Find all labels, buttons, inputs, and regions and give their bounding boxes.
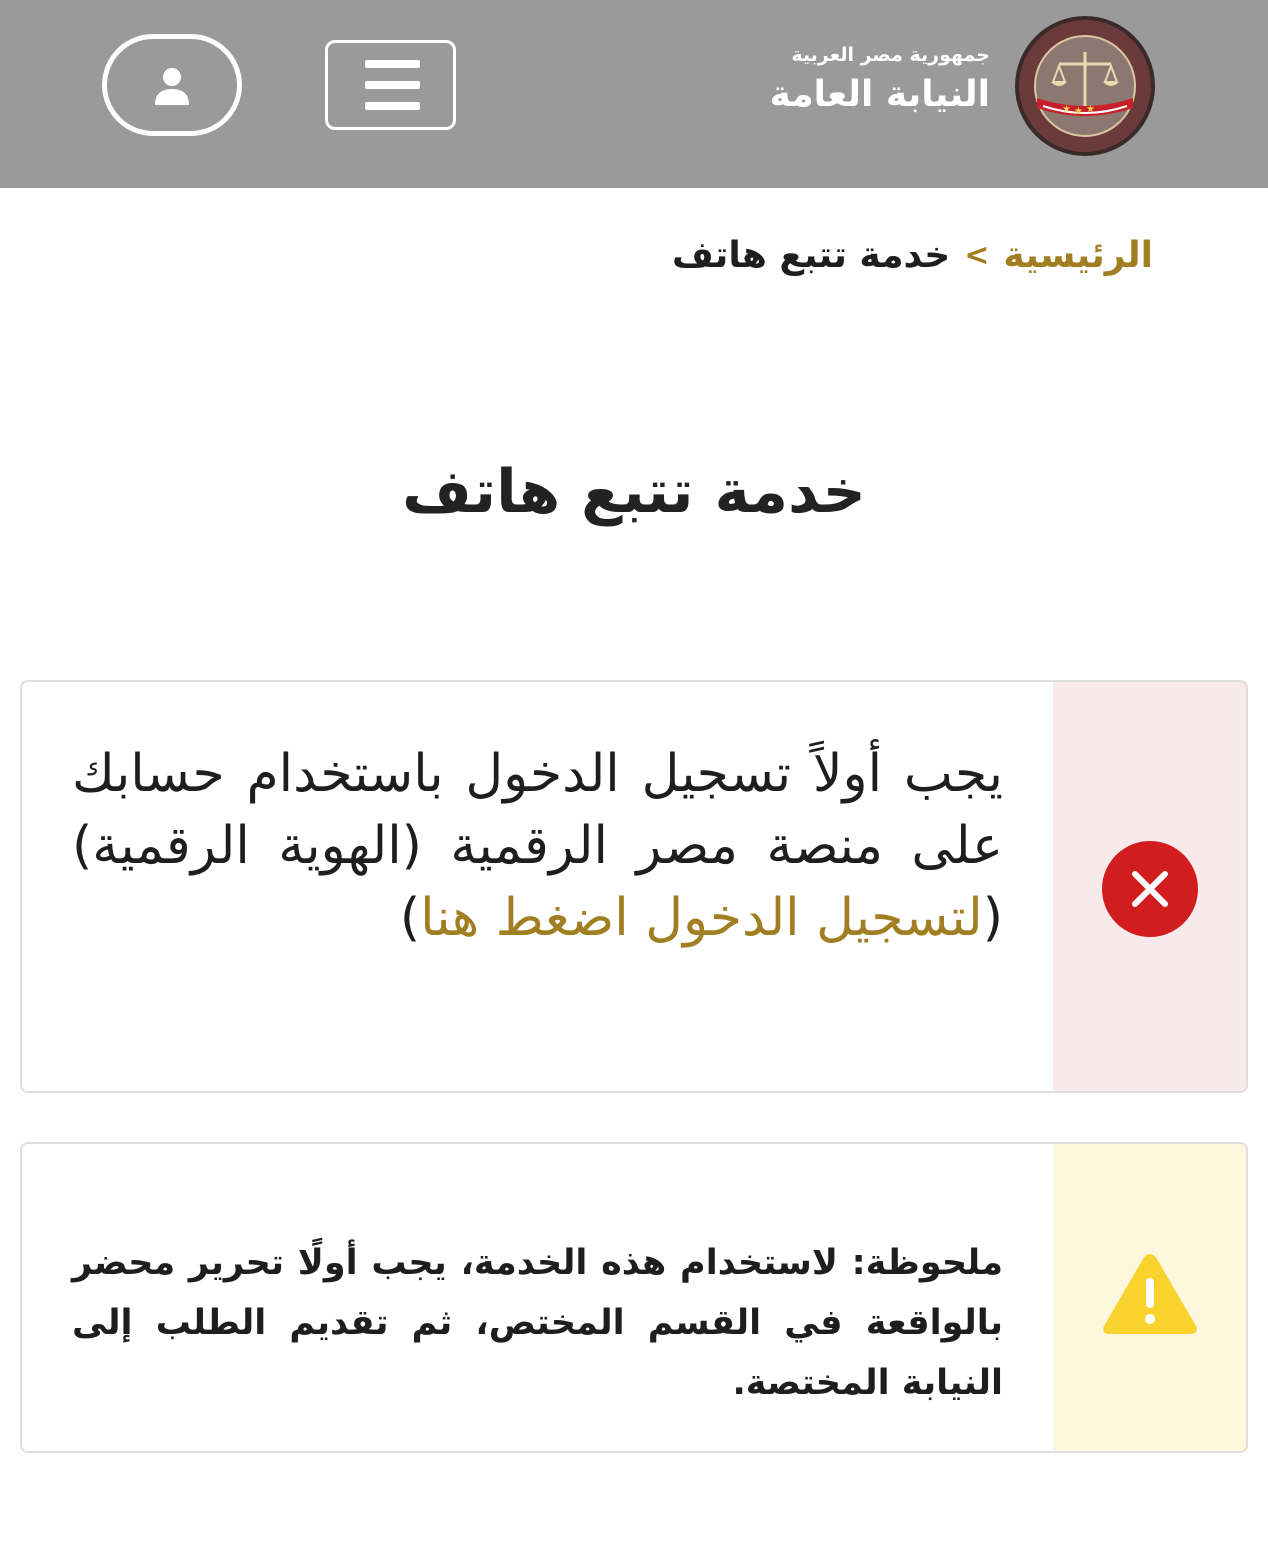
menu-button[interactable]: [325, 40, 456, 130]
error-x-icon: [1102, 841, 1198, 937]
alert-text-closing: ): [399, 888, 421, 948]
hamburger-icon: [365, 102, 420, 110]
service-note-text: ملحوظة: لاستخدام هذه الخدمة، يجب أولًا تحرير محضر بالواقعة في القسم المختص، ثم تقديم الطلب إلى النيابة المختصة.: [72, 1243, 1003, 1403]
breadcrumb-current: خدمة تتبع هاتف: [671, 235, 951, 276]
warning-triangle-icon: [1100, 1248, 1200, 1340]
login-required-message: [72, 738, 1003, 954]
user-icon: [145, 67, 199, 107]
login-required-alert: [20, 680, 1248, 1093]
hamburger-icon: [365, 60, 420, 68]
svg-text:★: ★: [1086, 104, 1095, 115]
svg-text:★: ★: [1074, 106, 1083, 117]
alert-icon-panel: [1053, 1144, 1246, 1451]
page-title: خدمة تتبع هاتف: [402, 457, 866, 527]
alert-icon-panel: [1053, 682, 1246, 1091]
top-header: [0, 0, 1268, 188]
service-note-alert: [20, 1142, 1248, 1453]
breadcrumb: [672, 228, 1153, 284]
svg-text:★: ★: [1062, 104, 1071, 115]
login-link[interactable]: لتسجيل الدخول اضغط هنا: [420, 888, 983, 948]
public-prosecution-seal-icon[interactable]: [1013, 14, 1157, 158]
user-account-button[interactable]: [102, 34, 242, 136]
brand-block[interactable]: [770, 40, 990, 120]
alert-text: يجب أولاً تسجيل الدخول باستخدام حسابك على منصة مصر الرقمية (الهوية الرقمية) (: [72, 744, 1003, 948]
brand-subtitle: جمهورية مصر العربية: [791, 44, 990, 66]
breadcrumb-separator: >: [964, 238, 990, 273]
breadcrumb-home-link[interactable]: الرئيسية: [1003, 235, 1153, 276]
hamburger-icon: [365, 81, 420, 89]
brand-title: النيابة العامة: [769, 74, 990, 115]
